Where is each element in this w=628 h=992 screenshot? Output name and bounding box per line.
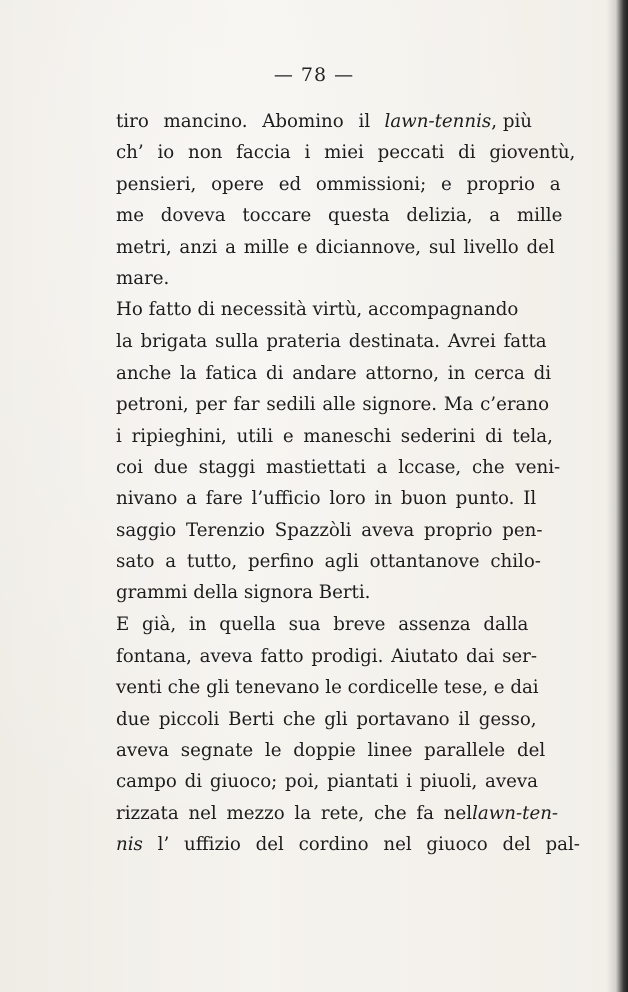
text-fragment: grammi della signora Berti.: [116, 582, 371, 604]
text-fragment: anche la fatica di andare attorno, in cerca di: [116, 362, 552, 384]
text-fragment: aveva segnate le doppie linee parallele del: [116, 740, 546, 762]
text-line: [116, 106, 532, 137]
text-fragment: fontana, aveva fatto prodigi. Aiutato dai ser-: [116, 645, 538, 667]
text-fragment: la brigata sulla prateria destinata. Avrei fatta: [116, 331, 547, 353]
text-fragment: , più: [491, 111, 532, 132]
text-line: [116, 169, 561, 200]
text-fragment: metri, anzi a mille e diciannove, sul livello del: [116, 236, 555, 258]
text-line: [116, 672, 539, 703]
text-fragment: campo di giuoco; poi, piantati i piuoli, aveva: [116, 771, 539, 793]
text-line: [116, 515, 543, 546]
text-fragment: tiro mancino. Abomino il: [116, 111, 371, 132]
text-line: [116, 358, 552, 389]
text-line: [116, 798, 559, 829]
text-fragment: E già, in quella sua breve assenza dalla: [116, 613, 529, 635]
text-line: [116, 704, 537, 735]
text-fragment: rizzata nel mezzo la rete, che fa nel: [116, 802, 473, 824]
italic-term: nis: [116, 834, 143, 856]
italic-term: lawn-ten-: [472, 802, 559, 824]
text-line: [116, 421, 553, 452]
body-text: [116, 106, 580, 861]
text-line: [116, 577, 532, 608]
text-line: [116, 735, 546, 766]
text-fragment: due piccoli Berti che gli portavano il gesso,: [116, 708, 537, 730]
text-fragment: coi due staggi mastiettati a lccase, che veni-: [116, 456, 561, 478]
text-line: [116, 766, 539, 797]
text-fragment: nivano a fare l’ufficio loro in buon punto. Il: [116, 488, 537, 510]
text-fragment: me doveva toccare questa delizia, a mille: [116, 205, 563, 227]
text-line: [116, 294, 532, 326]
text-fragment: i ripieghini, utili e maneschi sederini di tela,: [116, 425, 553, 447]
text-fragment: sato a tutto, perfino agli ottantanove chilo-: [116, 551, 541, 573]
text-fragment: saggio Terenzio Spazzòli aveva proprio pen-: [116, 519, 543, 541]
page-number: — 78 —: [273, 64, 355, 86]
text-line: [116, 326, 547, 357]
italic-term: lawn-tennis: [384, 111, 492, 132]
text-line: [116, 137, 576, 168]
text-line: [116, 232, 555, 263]
text-line: [116, 200, 563, 231]
text-line: [116, 609, 532, 641]
text-fragment: Ho fatto di necessità virtù, accompagnando: [116, 299, 519, 321]
text-line: [116, 829, 580, 860]
text-fragment: mare.: [116, 267, 170, 289]
text-line: [116, 389, 550, 420]
text-fragment: pensieri, opere ed ommissioni; e proprio a: [116, 173, 561, 195]
text-fragment: petroni, per far sedili alle signore. Ma c’erano: [116, 394, 550, 416]
text-fragment: venti che gli tenevano le cordicelle tese, e dai: [116, 677, 539, 699]
text-fragment: ch’ io non faccia i miei peccati di gioventù,: [116, 142, 576, 164]
page-edge-shadow: [606, 0, 628, 992]
text-line: [116, 546, 541, 577]
text-line: [116, 483, 537, 514]
text-line: [116, 452, 561, 483]
text-fragment: l’ uffizio del cordino nel giuoco del pal-: [142, 834, 580, 856]
text-line: [116, 641, 538, 672]
text-line: [116, 263, 532, 294]
